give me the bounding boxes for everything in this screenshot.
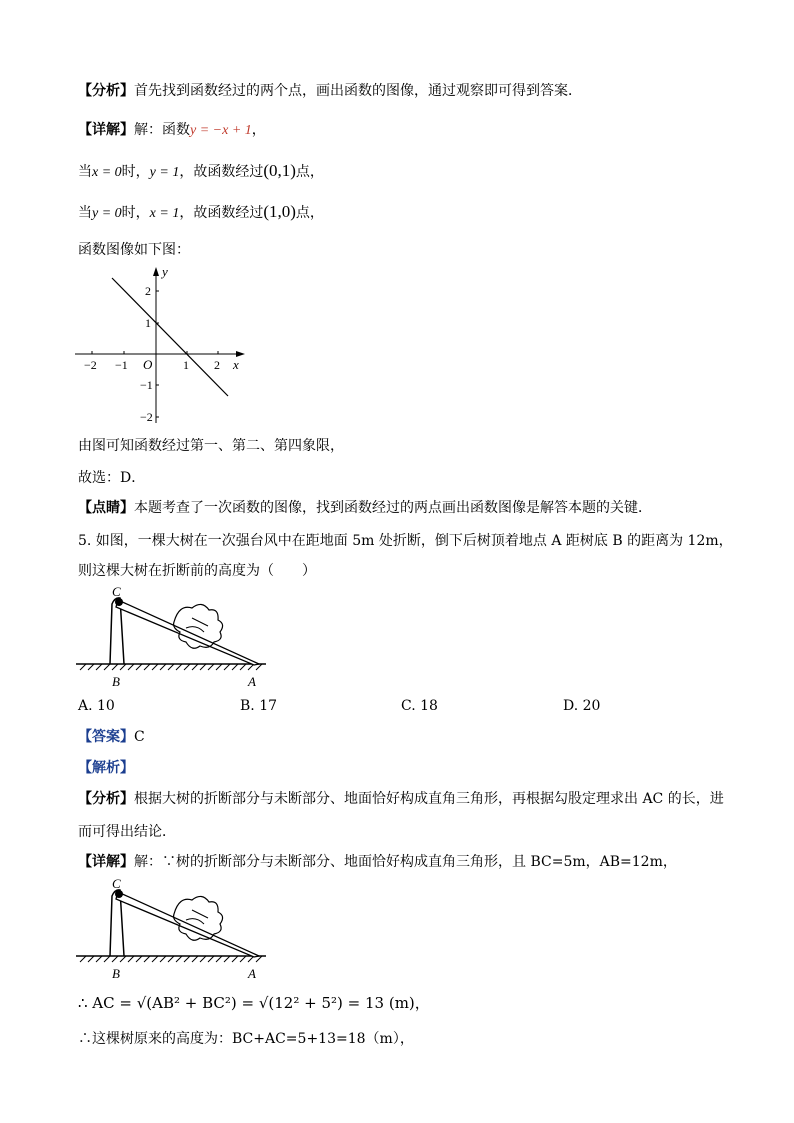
graph-intro: 函数图像如下图： — [78, 242, 190, 258]
option-b: B. 17 — [240, 698, 278, 714]
point-label-b: B — [112, 966, 120, 981]
answer-tag: 【答案】 — [78, 729, 134, 745]
comment-tag: 【点睛】 — [78, 500, 134, 516]
q5-stem-line1: 5. 如图，一棵大树在一次强台风中在距地面 5m 处折断，倒下后树顶着地点 A 距树底 B 的距离为 12m， — [78, 533, 733, 549]
q5-analysis-line2: 而可得出结论． — [78, 824, 176, 840]
q4-case2-line — [78, 203, 324, 223]
option-c: C. 18 — [401, 698, 438, 714]
q4-analysis-line — [78, 82, 582, 100]
text: 当 — [78, 164, 92, 180]
ground-hatching — [80, 956, 262, 962]
y-tick-label: −2 — [140, 410, 153, 424]
detail-text: 解：∵树的折断部分与未断部分、地面恰好构成直角三角形，且 BC=5m，AB=12m， — [134, 854, 677, 870]
detail-tag: 【详解】 — [78, 122, 134, 138]
q5-detail-line — [78, 853, 677, 871]
point-label-b: B — [112, 674, 120, 689]
equation: x = 1 — [149, 206, 180, 221]
detail-tag: 【详解】 — [78, 854, 134, 870]
height-line: ∴这棵树原来的高度为：BC+AC=5+13=18（m）， — [78, 1031, 414, 1047]
fallen-trunk — [116, 600, 259, 665]
option-a: A. 10 — [78, 698, 115, 714]
q5-analysis-line1 — [78, 790, 724, 808]
q5-stem-line2: 则这棵大树在折断前的高度为（ ） — [78, 563, 316, 579]
q4-detail-line — [78, 121, 266, 140]
jiexi-line — [78, 759, 134, 777]
comment-text: 本题考查了一次函数的图像，找到函数经过的两点画出函数图像是解答本题的关键． — [134, 500, 652, 516]
comment-line — [78, 499, 652, 517]
break-point — [115, 598, 123, 606]
x-axis-label: x — [233, 357, 239, 372]
jiexi-tag: 【解析】 — [78, 760, 134, 776]
point-label-c: C — [112, 876, 121, 891]
answer-value: C — [134, 729, 145, 745]
formula-line: ∴ AC = √(AB² + BC²) = √(12² + 5²) = 13 (m)， — [78, 994, 430, 1012]
point: (0,1) — [263, 161, 296, 180]
y-axis-arrow — [153, 267, 159, 276]
analysis-text: 首先找到函数经过的两个点，画出函数的图像，通过观察即可得到答案． — [134, 83, 582, 99]
text: 点， — [295, 205, 324, 221]
tree-figure — [74, 582, 274, 692]
equation: y = 1 — [149, 165, 180, 180]
function-line — [112, 278, 228, 396]
q4-case1-line — [78, 162, 324, 182]
conclusion: 由图可知函数经过第一、第二、第四象限， — [78, 438, 344, 454]
y-tick-label: 2 — [145, 284, 151, 298]
equation: x = 0 — [92, 165, 122, 180]
option-d: D. 20 — [563, 698, 601, 714]
x-tick-label: 1 — [183, 358, 189, 372]
detail-prefix: 解：函数 — [134, 122, 190, 138]
point: (1,0) — [263, 202, 296, 221]
origin-label: O — [143, 357, 153, 372]
text: 时， — [121, 205, 150, 221]
text: ，故函数经过 — [179, 205, 264, 221]
function-expression: y = −x + 1 — [190, 123, 252, 138]
analysis-text: 根据大树的折断部分与未断部分、地面恰好构成直角三角形，再根据勾股定理求出 AC 的长，进 — [134, 791, 724, 807]
point-label-c: C — [112, 584, 121, 599]
ground-hatching — [80, 664, 262, 670]
x-tick-label: −1 — [115, 358, 128, 372]
answer-line — [78, 728, 145, 746]
choice-line: 故选：D． — [78, 470, 146, 486]
equation: y = 0 — [92, 206, 122, 221]
tree-figure-2 — [74, 874, 274, 984]
text: ，故函数经过 — [179, 164, 264, 180]
x-tick-label: 2 — [214, 358, 220, 372]
punct: ， — [251, 122, 266, 138]
analysis-tag: 【分析】 — [78, 791, 134, 807]
point-label-a: A — [248, 966, 256, 981]
break-point — [115, 890, 123, 898]
analysis-tag: 【分析】 — [78, 83, 134, 99]
text: 点， — [295, 164, 324, 180]
point-label-a: A — [248, 674, 256, 689]
text: 当 — [78, 205, 92, 221]
function-graph — [70, 263, 260, 433]
y-tick-label: −1 — [140, 378, 153, 392]
y-tick-label: 1 — [145, 316, 151, 330]
text: 时， — [121, 164, 150, 180]
fallen-trunk — [116, 892, 259, 957]
x-tick-label: −2 — [84, 358, 97, 372]
y-axis-label: y — [162, 264, 168, 279]
